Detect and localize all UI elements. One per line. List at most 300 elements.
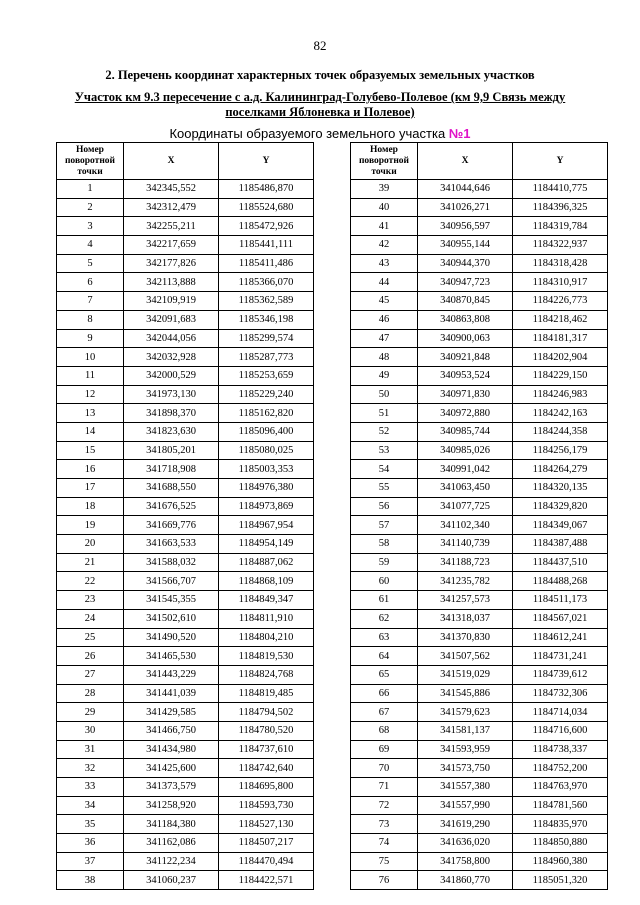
table-row — [351, 684, 608, 703]
cell-x: 340985,026 — [418, 441, 513, 460]
table-row — [351, 348, 608, 367]
table-row — [351, 721, 608, 740]
cell-point-number: 60 — [351, 572, 418, 591]
table-row — [57, 852, 314, 871]
cell-point-number: 32 — [57, 759, 124, 778]
cell-x: 341077,725 — [418, 497, 513, 516]
cell-x: 342032,928 — [124, 348, 219, 367]
cell-y: 1185362,589 — [219, 292, 314, 311]
cell-x: 341973,130 — [124, 385, 219, 404]
cell-y: 1184780,520 — [219, 721, 314, 740]
cell-y: 1184181,317 — [513, 329, 608, 348]
table-row — [57, 834, 314, 853]
cell-x: 341434,980 — [124, 740, 219, 759]
cell-point-number: 50 — [351, 385, 418, 404]
cell-y: 1184226,773 — [513, 292, 608, 311]
cell-x: 341257,573 — [418, 591, 513, 610]
table-row — [351, 217, 608, 236]
table-row — [351, 553, 608, 572]
cell-x: 341545,355 — [124, 591, 219, 610]
cell-point-number: 76 — [351, 871, 418, 890]
cell-y: 1184714,034 — [513, 703, 608, 722]
cell-x: 341579,623 — [418, 703, 513, 722]
cell-y: 1185524,680 — [219, 198, 314, 217]
cell-y: 1184976,380 — [219, 479, 314, 498]
cell-point-number: 39 — [351, 180, 418, 199]
cell-x: 341593,959 — [418, 740, 513, 759]
cell-y: 1184527,130 — [219, 815, 314, 834]
cell-y: 1185366,070 — [219, 273, 314, 292]
cell-x: 341557,990 — [418, 796, 513, 815]
cell-point-number: 2 — [57, 198, 124, 217]
cell-point-number: 75 — [351, 852, 418, 871]
cell-x: 341718,908 — [124, 460, 219, 479]
cell-point-number: 65 — [351, 665, 418, 684]
cell-point-number: 43 — [351, 254, 418, 273]
table-row — [57, 198, 314, 217]
cell-y: 1184229,150 — [513, 366, 608, 385]
table-row — [351, 516, 608, 535]
cell-point-number: 44 — [351, 273, 418, 292]
table-row — [57, 609, 314, 628]
cell-x: 342345,552 — [124, 180, 219, 199]
cell-point-number: 71 — [351, 778, 418, 797]
table-row — [351, 479, 608, 498]
table-row — [57, 572, 314, 591]
table-row — [351, 815, 608, 834]
cell-x: 341898,370 — [124, 404, 219, 423]
cell-y: 1184593,730 — [219, 796, 314, 815]
cell-y: 1184716,600 — [513, 721, 608, 740]
table-row — [57, 665, 314, 684]
table-body-right — [351, 180, 608, 890]
cell-x: 340947,723 — [418, 273, 513, 292]
cell-y: 1184868,109 — [219, 572, 314, 591]
cell-y: 1184242,163 — [513, 404, 608, 423]
cell-point-number: 24 — [57, 609, 124, 628]
cell-x: 341573,750 — [418, 759, 513, 778]
cell-point-number: 72 — [351, 796, 418, 815]
table-row — [351, 647, 608, 666]
cell-point-number: 52 — [351, 422, 418, 441]
table-row — [351, 665, 608, 684]
cell-y: 1185299,574 — [219, 329, 314, 348]
cell-point-number: 28 — [57, 684, 124, 703]
cell-y: 1184849,347 — [219, 591, 314, 610]
cell-y: 1184781,560 — [513, 796, 608, 815]
cell-x: 341162,086 — [124, 834, 219, 853]
cell-y: 1184763,970 — [513, 778, 608, 797]
cell-point-number: 49 — [351, 366, 418, 385]
cell-x: 341140,739 — [418, 535, 513, 554]
cell-y: 1184612,241 — [513, 628, 608, 647]
cell-x: 341502,610 — [124, 609, 219, 628]
cell-y: 1184819,530 — [219, 647, 314, 666]
cell-x: 342255,211 — [124, 217, 219, 236]
table-row — [57, 871, 314, 890]
header-x: X — [124, 143, 219, 180]
cell-y: 1184737,610 — [219, 740, 314, 759]
cell-point-number: 62 — [351, 609, 418, 628]
cell-point-number: 8 — [57, 310, 124, 329]
cell-y: 1184804,210 — [219, 628, 314, 647]
cell-x: 341805,201 — [124, 441, 219, 460]
table-row — [351, 404, 608, 423]
cell-point-number: 46 — [351, 310, 418, 329]
cell-x: 341636,020 — [418, 834, 513, 853]
cell-y: 1184739,612 — [513, 665, 608, 684]
cell-y: 1185229,240 — [219, 385, 314, 404]
cell-x: 340870,845 — [418, 292, 513, 311]
cell-x: 342113,888 — [124, 273, 219, 292]
cell-y: 1184244,358 — [513, 422, 608, 441]
coordinates-table-right — [350, 142, 608, 890]
table-row — [57, 366, 314, 385]
cell-x: 341688,550 — [124, 479, 219, 498]
header-point-number: Номер поворотной точки — [351, 143, 418, 180]
header-y: Y — [219, 143, 314, 180]
cell-point-number: 51 — [351, 404, 418, 423]
table-row — [57, 591, 314, 610]
cell-point-number: 34 — [57, 796, 124, 815]
cell-x: 341507,562 — [418, 647, 513, 666]
cell-x: 342091,683 — [124, 310, 219, 329]
coordinates-table-left — [56, 142, 314, 890]
cell-x: 340953,524 — [418, 366, 513, 385]
cell-x: 340863,808 — [418, 310, 513, 329]
cell-x: 341026,271 — [418, 198, 513, 217]
cell-x: 340921,848 — [418, 348, 513, 367]
cell-point-number: 53 — [351, 441, 418, 460]
table-row — [351, 852, 608, 871]
cell-point-number: 67 — [351, 703, 418, 722]
cell-x: 341466,750 — [124, 721, 219, 740]
table-row — [57, 703, 314, 722]
section-heading: 2. Перечень координат характерных точек образуемых земельных участков — [105, 68, 535, 82]
cell-point-number: 15 — [57, 441, 124, 460]
table-row — [57, 404, 314, 423]
cell-x: 341102,340 — [418, 516, 513, 535]
cell-x: 340956,597 — [418, 217, 513, 236]
cell-y: 1184319,784 — [513, 217, 608, 236]
cell-point-number: 61 — [351, 591, 418, 610]
cell-point-number: 48 — [351, 348, 418, 367]
table-row — [351, 609, 608, 628]
cell-point-number: 23 — [57, 591, 124, 610]
cell-x: 342000,529 — [124, 366, 219, 385]
cell-y: 1185003,353 — [219, 460, 314, 479]
table-row — [351, 422, 608, 441]
cell-y: 1185051,320 — [513, 871, 608, 890]
cell-y: 1185346,198 — [219, 310, 314, 329]
cell-point-number: 59 — [351, 553, 418, 572]
cell-x: 341122,234 — [124, 852, 219, 871]
table-row — [351, 740, 608, 759]
table-row — [57, 254, 314, 273]
cell-y: 1184264,279 — [513, 460, 608, 479]
table-row — [351, 254, 608, 273]
cell-y: 1185080,025 — [219, 441, 314, 460]
cell-point-number: 36 — [57, 834, 124, 853]
cell-x: 340972,880 — [418, 404, 513, 423]
cell-y: 1184742,640 — [219, 759, 314, 778]
cell-x: 341429,585 — [124, 703, 219, 722]
cell-x: 341441,039 — [124, 684, 219, 703]
cell-point-number: 41 — [351, 217, 418, 236]
table-row — [351, 236, 608, 255]
cell-point-number: 74 — [351, 834, 418, 853]
cell-point-number: 38 — [57, 871, 124, 890]
cell-y: 1184410,775 — [513, 180, 608, 199]
cell-point-number: 20 — [57, 535, 124, 554]
cell-y: 1184511,173 — [513, 591, 608, 610]
cell-point-number: 56 — [351, 497, 418, 516]
cell-x: 340971,830 — [418, 385, 513, 404]
cell-x: 341581,137 — [418, 721, 513, 740]
table-row — [57, 796, 314, 815]
cell-point-number: 6 — [57, 273, 124, 292]
cell-x: 341235,782 — [418, 572, 513, 591]
cell-y: 1184320,135 — [513, 479, 608, 498]
cell-x: 341443,229 — [124, 665, 219, 684]
table-row — [351, 366, 608, 385]
table-row — [351, 441, 608, 460]
table-row — [57, 721, 314, 740]
cell-x: 341545,886 — [418, 684, 513, 703]
cell-point-number: 40 — [351, 198, 418, 217]
cell-y: 1184329,820 — [513, 497, 608, 516]
cell-point-number: 69 — [351, 740, 418, 759]
cell-y: 1185162,820 — [219, 404, 314, 423]
cell-x: 342177,826 — [124, 254, 219, 273]
cell-x: 342109,919 — [124, 292, 219, 311]
cell-x: 341588,032 — [124, 553, 219, 572]
table-row — [351, 292, 608, 311]
cell-point-number: 35 — [57, 815, 124, 834]
cell-point-number: 27 — [57, 665, 124, 684]
page-number: 82 — [313, 38, 327, 53]
cell-point-number: 37 — [57, 852, 124, 871]
cell-point-number: 68 — [351, 721, 418, 740]
table-row — [351, 759, 608, 778]
cell-point-number: 1 — [57, 180, 124, 199]
table-row — [57, 236, 314, 255]
table-body-left — [57, 180, 314, 890]
cell-y: 1184322,937 — [513, 236, 608, 255]
table-row — [57, 441, 314, 460]
cell-point-number: 57 — [351, 516, 418, 535]
cell-y: 1184437,510 — [513, 553, 608, 572]
cell-point-number: 21 — [57, 553, 124, 572]
cell-y: 1184256,179 — [513, 441, 608, 460]
cell-point-number: 16 — [57, 460, 124, 479]
header-point-number: Номер поворотной точки — [57, 143, 124, 180]
cell-y: 1184954,149 — [219, 535, 314, 554]
cell-point-number: 19 — [57, 516, 124, 535]
cell-y: 1184246,983 — [513, 385, 608, 404]
cell-point-number: 13 — [57, 404, 124, 423]
cell-y: 1184202,904 — [513, 348, 608, 367]
cell-x: 341669,776 — [124, 516, 219, 535]
cell-x: 341184,380 — [124, 815, 219, 834]
table-row — [57, 329, 314, 348]
table-row — [351, 460, 608, 479]
cell-point-number: 58 — [351, 535, 418, 554]
cell-y: 1184960,380 — [513, 852, 608, 871]
table-row — [351, 497, 608, 516]
cell-x: 341425,600 — [124, 759, 219, 778]
cell-y: 1184732,306 — [513, 684, 608, 703]
cell-y: 1184811,910 — [219, 609, 314, 628]
cell-y: 1185287,773 — [219, 348, 314, 367]
table-row — [351, 572, 608, 591]
cell-y: 1185096,400 — [219, 422, 314, 441]
cell-x: 340985,744 — [418, 422, 513, 441]
table-row — [57, 684, 314, 703]
cell-y: 1184695,800 — [219, 778, 314, 797]
table-row — [351, 310, 608, 329]
cell-point-number: 14 — [57, 422, 124, 441]
table-row — [351, 871, 608, 890]
cell-x: 340991,042 — [418, 460, 513, 479]
cell-x: 341823,630 — [124, 422, 219, 441]
cell-x: 340900,063 — [418, 329, 513, 348]
table-row — [57, 348, 314, 367]
cell-y: 1184422,571 — [219, 871, 314, 890]
table-row — [57, 273, 314, 292]
cell-y: 1185486,870 — [219, 180, 314, 199]
cell-x: 341060,237 — [124, 871, 219, 890]
table-row — [351, 591, 608, 610]
cell-y: 1184396,325 — [513, 198, 608, 217]
cell-y: 1185472,926 — [219, 217, 314, 236]
table-row — [351, 834, 608, 853]
cell-x: 341519,029 — [418, 665, 513, 684]
parcel-subheading: Участок км 9.3 пересечение с а.д. Калининград-Голубево-Полевое (км 9,9 Связь между поселками Яблоневка и Полевое) — [74, 90, 566, 119]
cell-x: 341663,533 — [124, 535, 219, 554]
cell-y: 1184824,768 — [219, 665, 314, 684]
cell-y: 1184835,970 — [513, 815, 608, 834]
cell-point-number: 26 — [57, 647, 124, 666]
table-row — [351, 628, 608, 647]
table-row — [57, 497, 314, 516]
cell-point-number: 17 — [57, 479, 124, 498]
cell-point-number: 33 — [57, 778, 124, 797]
cell-point-number: 12 — [57, 385, 124, 404]
table-row — [57, 292, 314, 311]
cell-x: 341258,920 — [124, 796, 219, 815]
cell-x: 341619,290 — [418, 815, 513, 834]
cell-point-number: 64 — [351, 647, 418, 666]
cell-x: 340944,370 — [418, 254, 513, 273]
table-row — [351, 703, 608, 722]
cell-point-number: 54 — [351, 460, 418, 479]
cell-y: 1184218,462 — [513, 310, 608, 329]
table-row — [57, 180, 314, 199]
cell-x: 341465,530 — [124, 647, 219, 666]
cell-x: 341188,723 — [418, 553, 513, 572]
table-row — [57, 479, 314, 498]
cell-x: 341044,646 — [418, 180, 513, 199]
caption-text: Координаты образуемого земельного участка — [169, 126, 449, 141]
cell-point-number: 70 — [351, 759, 418, 778]
cell-y: 1184731,241 — [513, 647, 608, 666]
cell-point-number: 22 — [57, 572, 124, 591]
header-y: Y — [513, 143, 608, 180]
cell-x: 341676,525 — [124, 497, 219, 516]
table-row — [57, 740, 314, 759]
cell-point-number: 63 — [351, 628, 418, 647]
parcel-number: №1 — [448, 126, 471, 141]
cell-x: 341373,579 — [124, 778, 219, 797]
cell-y: 1184488,268 — [513, 572, 608, 591]
table-row — [57, 385, 314, 404]
cell-x: 340955,144 — [418, 236, 513, 255]
cell-point-number: 10 — [57, 348, 124, 367]
cell-x: 341758,800 — [418, 852, 513, 871]
header-x: X — [418, 143, 513, 180]
cell-y: 1184887,062 — [219, 553, 314, 572]
table-row — [57, 460, 314, 479]
table-row — [351, 180, 608, 199]
cell-y: 1184973,869 — [219, 497, 314, 516]
cell-point-number: 66 — [351, 684, 418, 703]
cell-y: 1184349,067 — [513, 516, 608, 535]
table-row — [57, 553, 314, 572]
table-row — [351, 198, 608, 217]
cell-y: 1184318,428 — [513, 254, 608, 273]
cell-x: 342217,659 — [124, 236, 219, 255]
cell-x: 341370,830 — [418, 628, 513, 647]
table-row — [57, 422, 314, 441]
table-row — [57, 815, 314, 834]
cell-point-number: 7 — [57, 292, 124, 311]
cell-y: 1184470,494 — [219, 852, 314, 871]
table-row — [57, 516, 314, 535]
cell-x: 341557,380 — [418, 778, 513, 797]
table-row — [351, 329, 608, 348]
cell-point-number: 3 — [57, 217, 124, 236]
table-row — [351, 796, 608, 815]
table-row — [351, 778, 608, 797]
cell-point-number: 18 — [57, 497, 124, 516]
cell-point-number: 55 — [351, 479, 418, 498]
table-row — [57, 217, 314, 236]
cell-y: 1185253,659 — [219, 366, 314, 385]
cell-x: 341063,450 — [418, 479, 513, 498]
cell-y: 1184387,488 — [513, 535, 608, 554]
cell-point-number: 25 — [57, 628, 124, 647]
cell-point-number: 11 — [57, 366, 124, 385]
table-row — [57, 628, 314, 647]
cell-y: 1185411,486 — [219, 254, 314, 273]
cell-y: 1184967,954 — [219, 516, 314, 535]
cell-x: 342312,479 — [124, 198, 219, 217]
cell-x: 341318,037 — [418, 609, 513, 628]
cell-y: 1184310,917 — [513, 273, 608, 292]
cell-x: 341566,707 — [124, 572, 219, 591]
cell-y: 1184794,502 — [219, 703, 314, 722]
cell-point-number: 31 — [57, 740, 124, 759]
cell-point-number: 29 — [57, 703, 124, 722]
cell-y: 1184507,217 — [219, 834, 314, 853]
cell-x: 341490,520 — [124, 628, 219, 647]
cell-y: 1184567,021 — [513, 609, 608, 628]
table-row — [57, 310, 314, 329]
cell-point-number: 5 — [57, 254, 124, 273]
cell-point-number: 30 — [57, 721, 124, 740]
table-row — [57, 759, 314, 778]
